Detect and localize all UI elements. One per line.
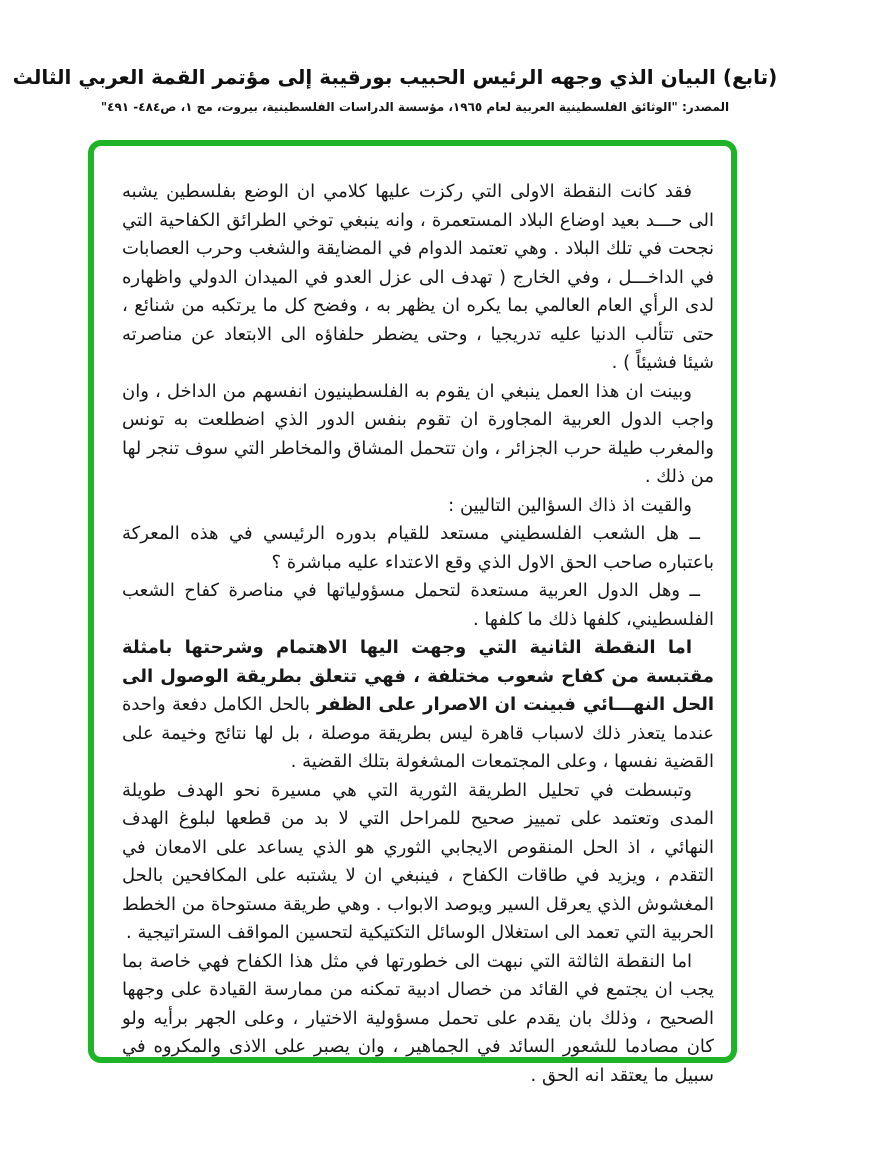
paragraph-segment: والقيت اذ ذاك السؤالين التاليين : <box>448 494 692 516</box>
paragraph <box>122 378 714 492</box>
document-header <box>0 64 790 90</box>
paragraph <box>122 577 714 634</box>
paragraph-segment: اما النقطة الثانية التي وجهت اليها الاهتمام وشرحتها بامثلة مقتبسة من كفاح شعوب مختلفة ، فهي تتعلق بطريقة الوصول الى الحل النهـــائي فبينت ان الاصرار على الظفر <box>122 637 715 715</box>
paragraph <box>122 777 714 948</box>
paragraph-segment: فقد كانت النقطة الاولى التي ركزت عليها كلامي ان الوضع بفلسطين يشبه الى حـــد بعيد اوضاع البلاد المستعمرة ، وانه ينبغي توخي الطرائق الكفاحية التي نجحت في تلك البلاد . وهي تعتمد الدوام في المضايقة والشغب وحرب العصابات في الداخـــل ، وفي الخارج ( تهدف الى عزل العدو في الميدان الدولي واظهاره لدى الرأي العام العالمي بما يكره ان يظهر به ، وفضح كل ما يرتكبه من شنائع ، حتى تتألب الدنيا عليه تدريجيا ، وحتى يضطر حلفاؤه الى الابتعاد عن مناصرته شيئا فشيئاً ) . <box>122 181 714 373</box>
paragraph-segment: ــ هل الشعب الفلسطيني مستعد للقيام بدوره الرئيسي في هذه المعركة باعتباره صاحب الحق الاول الذي وقع الاعتداء عليه مباشرة ؟ <box>122 523 714 573</box>
document-source-line: المصدر: "الوثائق الفلسطينية العربية لعام ١٩٦٥، مؤسسة الدراسات الفلسطينية، بيروت، مج ١، ص٤٨٤- ٤٩١" <box>100 100 730 114</box>
paragraph <box>122 178 714 378</box>
paragraph <box>122 520 714 577</box>
paragraph-segment: اما النقطة الثالثة التي نبهت الى خطورتها في مثل هذا الكفاح فهي خاصة بما يجب ان يجتمع في القائد من خصال ادبية تمكنه من ممارسة القيادة على وجهها الصحيح ، وذلك بان يقدم على تحمل مسؤولية الاختيار ، وعلى الجهر برأيه ولو كان مصادما للشعور السائد في الجماهير ، وان يصبر على الاذى والمكروه في سبيل ما يعتقد انه الحق . <box>122 950 714 1086</box>
paragraph-segment: وبينت ان هذا العمل ينبغي ان يقوم به الفلسطينيون انفسهم من الداخل ، وان واجب الدول العربية المجاورة ان تقوم بنفس الدور الذي اضطلعت به تونس والمغرب طيلة حرب الجزائر ، وان تتحمل المشاق والمخاطر التي سوف تنجر لها من ذلك . <box>122 380 714 487</box>
paragraph-segment: بالحل الكامل دفعة واحدة عندما يتعذر ذلك لاسباب قاهرة ليس بطريقة موصلة ، بل لها نتائج وخيمة على القضية نفسها ، وعلى المجتمعات المشغولة بتلك القضية . <box>122 694 714 772</box>
document-body <box>122 178 714 1090</box>
paragraph <box>122 948 714 1091</box>
document-title: (تابع) البيان الذي وجهه الرئيس الحبيب بورقيبة إلى مؤتمر القمة العربي الثالث <box>12 65 778 89</box>
paragraph <box>122 492 714 521</box>
paragraph-segment: ــ وهل الدول العربية مستعدة لتحمل مسؤولياتها في مناصرة كفاح الشعب الفلسطيني، كلفها ذلك ما كلفها . <box>122 580 714 630</box>
paragraph <box>122 634 714 777</box>
paragraph-segment: وتبسطت في تحليل الطريقة الثورية التي هي مسيرة نحو الهدف طويلة المدى وتعتمد على تمييز صحيح للمراحل التي لا بد من قطعها لبلوغ الهدف النهائي ، اذ الحل المنقوص الايجابي الثوري هو الذي يساعد على الامعان في التقدم ، ويزيد في طاقات الكفاح ، فينبغي ان لا يشتبه على المكافحين بالحل المغشوش الذي يعرقل السير ويوصد الابواب . وهي طريقة مستوحاة من الخطط الحربية التي تعمد الى استغلال الوسائل التكتيكية لتحسين المواقف الستراتيجية . <box>122 779 714 943</box>
